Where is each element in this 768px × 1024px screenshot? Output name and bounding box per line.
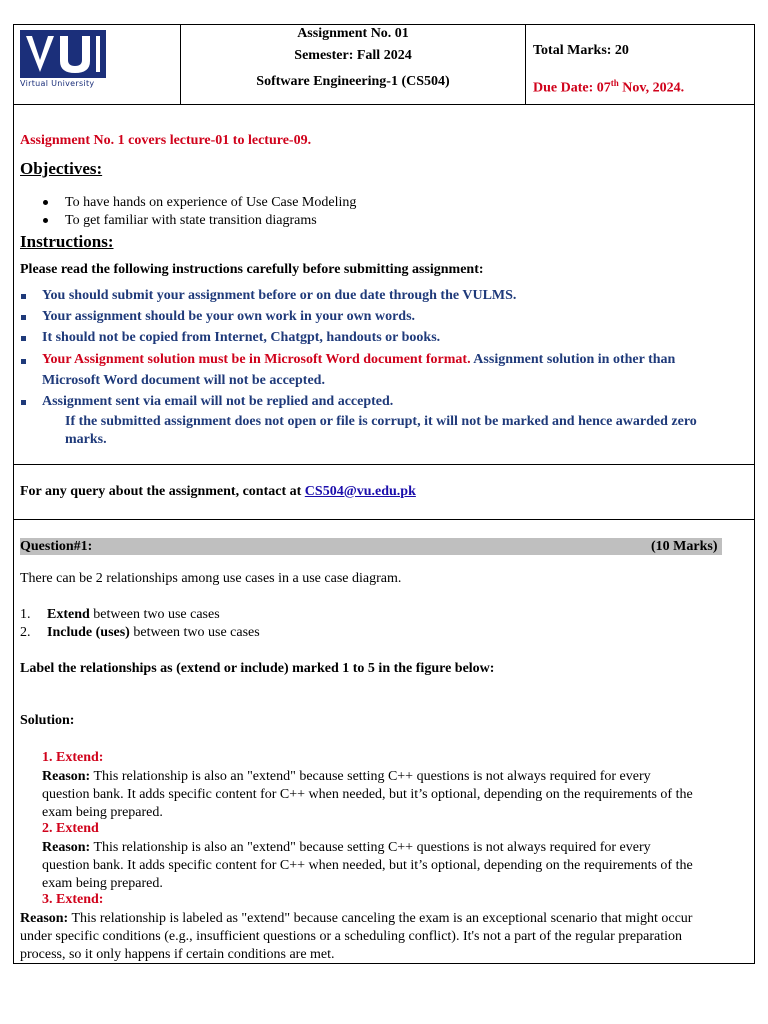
square-bullet xyxy=(21,400,26,405)
square-bullet xyxy=(21,315,26,320)
question-bar xyxy=(20,538,722,555)
question-label: Question#1: xyxy=(20,539,93,554)
objectives-heading: Objectives: xyxy=(20,159,103,178)
reason-text: exam being prepared. xyxy=(42,805,163,820)
solution-2-title: 2. Extend xyxy=(42,821,99,836)
bullet-dot xyxy=(43,218,48,223)
objective-item: To get familiar with state transition diagrams xyxy=(65,213,317,228)
objective-item: To have hands on experience of Use Case Modeling xyxy=(65,195,357,210)
square-bullet xyxy=(21,359,26,364)
instruction-item: Your assignment should be your own work in your own words. xyxy=(42,309,416,324)
reason-text: This relationship is also an "extend" because setting C++ questions is not always required for every xyxy=(90,840,651,855)
question-intro: There can be 2 relationships among use cases in a use case diagram. xyxy=(20,571,402,586)
instruction-item-format xyxy=(42,352,748,368)
semester: Semester: Fall 2024 xyxy=(294,48,412,63)
list-number: 1. xyxy=(20,607,31,622)
relationship-item xyxy=(20,607,220,623)
reason-text: This relationship is also an "extend" because setting C++ questions is not always required for every xyxy=(90,769,651,784)
contact-text: For any query about the assignment, contact at xyxy=(20,484,305,499)
solution-1-title: 1. Extend: xyxy=(42,750,104,765)
format-requirement-line2: Microsoft Word document will not be accepted. xyxy=(42,373,325,388)
question-task: Label the relationships as (extend or include) marked 1 to 5 in the figure below: xyxy=(20,661,495,676)
header-divider-right xyxy=(525,24,526,104)
reason-label: Reason: xyxy=(20,911,69,926)
square-bullet xyxy=(21,336,26,341)
due-date-sup: th xyxy=(610,78,619,88)
relationship-item xyxy=(20,625,260,641)
bullet-dot xyxy=(43,200,48,205)
relationship-name: Include (uses) xyxy=(47,625,130,640)
relationship-desc: between two use cases xyxy=(129,625,260,640)
header-bottom-rule xyxy=(13,104,755,105)
relationship-name: Extend xyxy=(47,607,90,622)
reason-text: question bank. It adds specific content for C++ when needed, but it’s optional, depending on the requirements of the xyxy=(42,858,693,873)
format-requirement-rest: Assignment solution in other than xyxy=(470,352,676,367)
due-date-label: Due Date: 07 xyxy=(533,80,611,96)
instruction-item: You should submit your assignment before or on due date through the VULMS. xyxy=(42,288,517,303)
instruction-item-corrupt: If the submitted assignment does not open or file is corrupt, it will not be marked and hence awarded zero xyxy=(65,414,697,429)
assignment-number: Assignment No. 01 xyxy=(297,26,409,41)
reason-text: process, so it only happens if certain conditions are met. xyxy=(20,947,335,962)
coverage-note: Assignment No. 1 covers lecture-01 to lecture-09. xyxy=(20,133,312,148)
list-number: 2. xyxy=(20,625,31,640)
solution-2-reason xyxy=(42,839,748,893)
reason-text: This relationship is labeled as "extend" because canceling the exam is an exceptional scenario that might occur xyxy=(68,911,693,926)
due-date xyxy=(533,78,684,97)
instruction-item: Assignment sent via email will not be replied and accepted. xyxy=(42,394,394,409)
instruction-item-corrupt-line2: marks. xyxy=(65,432,107,447)
square-bullet xyxy=(21,294,26,299)
reason-label: Reason: xyxy=(42,769,91,784)
instruction-item: It should not be copied from Internet, Chatgpt, handouts or books. xyxy=(42,330,441,345)
vu-logo xyxy=(20,30,106,90)
contact-email-link[interactable]: CS504@vu.edu.pk xyxy=(304,484,416,499)
header-center xyxy=(181,25,525,95)
solution-1-reason xyxy=(42,768,748,822)
relationship-desc: between two use cases xyxy=(89,607,220,622)
reason-label: Reason: xyxy=(42,840,91,855)
frame-gap xyxy=(13,20,105,24)
due-date-rest: Nov, 2024. xyxy=(618,80,685,96)
reason-text: exam being prepared. xyxy=(42,876,163,891)
instructions-bottom-rule xyxy=(13,464,755,465)
reason-text: question bank. It adds specific content for C++ when needed, but it’s optional, depending on the requirements of the xyxy=(42,787,693,802)
question-marks: (10 Marks) xyxy=(651,539,718,554)
course-title: Software Engineering-1 (CS504) xyxy=(256,74,450,89)
solution-heading: Solution: xyxy=(20,713,75,728)
format-requirement: Your Assignment solution must be in Microsoft Word document format. xyxy=(42,352,471,367)
instructions-heading: Instructions: xyxy=(20,232,114,251)
instructions-intro: Please read the following instructions carefully before submitting assignment: xyxy=(20,262,484,277)
total-marks: Total Marks: 20 xyxy=(533,43,629,58)
contact-bottom-rule xyxy=(13,519,755,520)
reason-text: under specific conditions (e.g., insufficient questions or a scheduling conflict). It's not a part of the regular preparation xyxy=(20,929,683,944)
logo-caption: Virtual University xyxy=(20,79,95,88)
contact-line xyxy=(20,484,416,500)
solution-3-reason xyxy=(20,910,748,964)
solution-3-title: 3. Extend: xyxy=(42,892,104,907)
